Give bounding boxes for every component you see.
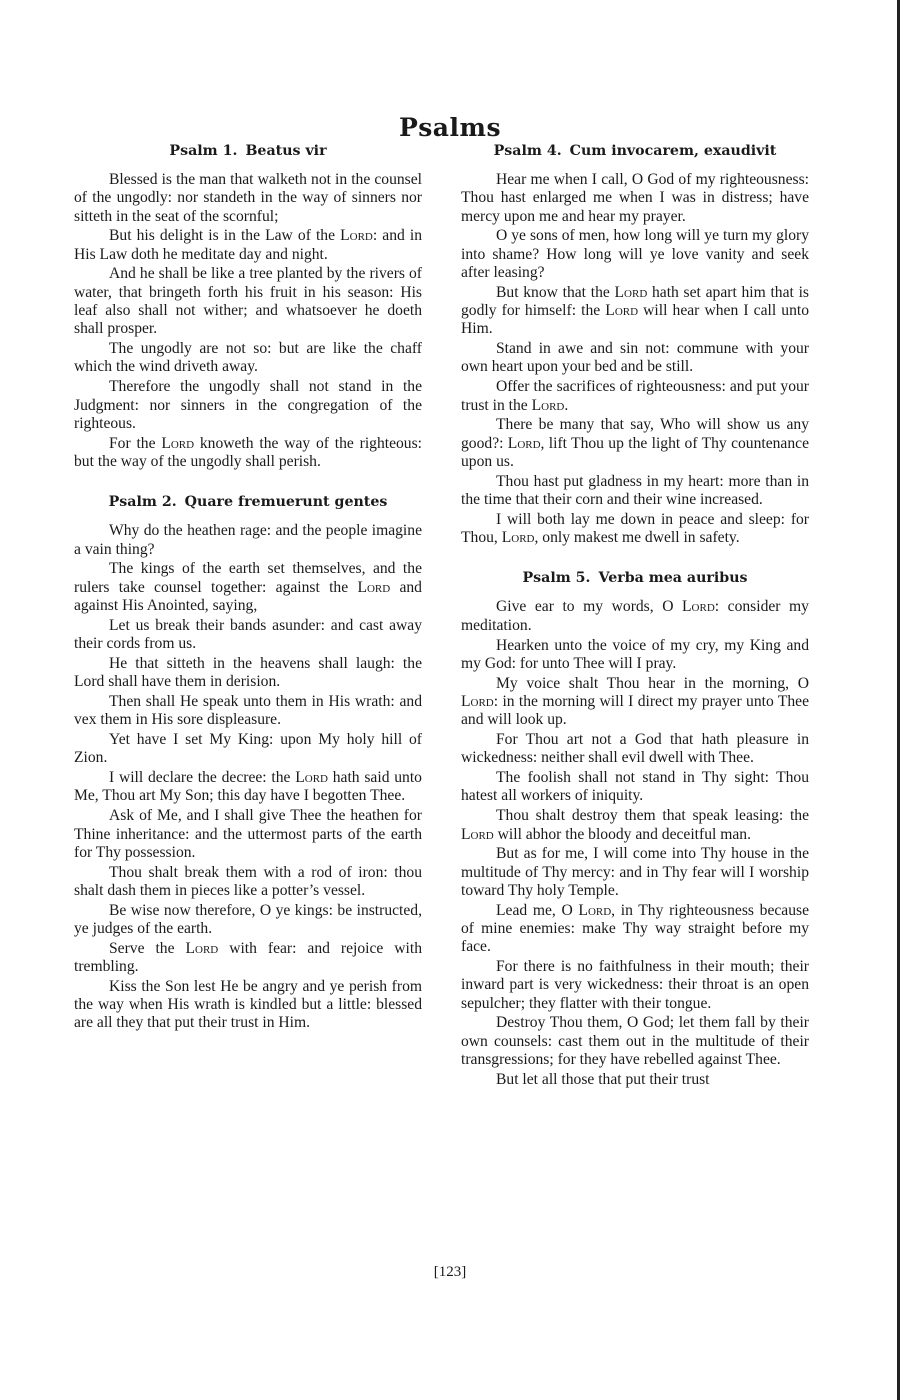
verse [74, 940, 422, 977]
verse-text: For Thou art not a God that hath pleasure in wickedness: neither shall evil dwell with Thee. [461, 731, 809, 767]
verse-text: Ask of Me, and I shall give Thee the heathen for Thine inheritance: and the uttermost parts of the earth for Thy possession. [74, 807, 422, 861]
psalm-heading [461, 142, 809, 160]
divine-name: Lord [357, 578, 391, 596]
verse-text: hath said unto Me, Thou art My Son; this day have I begotten Thee. [74, 769, 422, 805]
verse-text: with fear: and rejoice with trembling. [74, 939, 422, 976]
verse [461, 902, 809, 957]
verse-text: The kings of the earth set themselves, and the rulers take counsel together: against the [74, 560, 422, 596]
psalm-title: Quare fremuerunt gentes [184, 494, 388, 511]
verse-text: will hear when I call unto Him. [461, 302, 809, 338]
verse [74, 171, 422, 226]
verse-text: I will both lay me down in peace and sleep: for Thou, [461, 510, 809, 547]
verse-text: , in Thy righteousness because of mine enemies: make Thy way straight before my face. [461, 901, 809, 956]
verse-text: hath set apart him that is godly for himself: the [461, 283, 809, 320]
verse [461, 845, 809, 900]
psalm-title: Beatus vir [245, 143, 327, 159]
divine-name: Lord [461, 825, 494, 843]
verse [74, 340, 422, 377]
verse [461, 807, 809, 844]
verse-text: But as for me, I will come into Thy house in the multitude of Thy mercy: and in Thy fear will I worship toward Thy holy Temple. [461, 845, 809, 899]
verse [461, 598, 809, 635]
verse [461, 340, 809, 377]
verse-text: Yet have I set My King: upon My holy hill of Zion. [74, 731, 422, 767]
page-title: Psalms [398, 112, 502, 142]
divine-name: Lord [461, 692, 494, 710]
verse-text: Be wise now therefore, O ye kings: be instructed, ye judges of the earth. [74, 901, 422, 937]
divine-name: Lord [340, 227, 373, 245]
verse-text: , lift Thou up the light of Thy countenance upon us. [461, 434, 809, 470]
verse [74, 769, 422, 806]
verse-text: Thou hast put gladness in my heart: more than in the time that their corn and their wine increased. [461, 472, 809, 509]
divine-name: Lord [682, 598, 715, 616]
psalm-title: Cum invocarem, exaudivit [569, 143, 777, 159]
verse-text: Destroy Thou them, O God; let them fall by their own counsels: cast them out in the multitude of their transgressions; for they have rebelled against Thee. [461, 1014, 809, 1069]
left-column [74, 142, 422, 1055]
verse [461, 769, 809, 806]
verse-text: Thou shalt break them with a rod of iron: thou shalt dash them in pieces like a potter’s vessel. [74, 863, 422, 899]
verse-text: And he shall be like a tree planted by the rivers of water, that bringeth forth his fruit in his season: His leaf also shall not wither; and whatsoever he doeth shall prosper. [74, 265, 422, 338]
psalm-section [461, 142, 809, 547]
divine-name: Lord [578, 901, 612, 919]
verse-text: But know that the [496, 283, 615, 301]
verse [461, 284, 809, 339]
verse [74, 731, 422, 768]
verse-text: There be many that say, Who will show us any good?: [461, 416, 809, 452]
divine-name: Lord [531, 396, 565, 414]
verse-text: Kiss the Son lest He be angry and ye perish from the way when His wrath is kindled but a little: blessed are all they that put their trust in Him. [74, 977, 422, 1032]
verse [461, 1071, 809, 1089]
verse [461, 511, 809, 548]
verse [74, 807, 422, 862]
psalm-number: Psalm 5. [522, 570, 591, 587]
verse-text: For the [109, 434, 162, 452]
verse [74, 902, 422, 939]
verse-text: Why do the heathen rage: and the people imagine a vain thing? [74, 522, 422, 558]
verse-text: . [564, 396, 569, 414]
verse-text: For there is no faithfulness in their mouth; their inward part is very wickedness: their throat is an open sepulcher; they flatter with their tongue. [461, 958, 809, 1012]
verse [461, 171, 809, 226]
divine-name: Lord [614, 283, 648, 301]
verse-text: Hearken unto the voice of my cry, my King and my God: for unto Thee will I pray. [461, 636, 809, 672]
verse-text: The foolish shall not stand in Thy sight: Thou hatest all workers of iniquity. [461, 769, 809, 805]
verse-text: : consider my meditation. [461, 598, 809, 634]
psalm-heading [74, 142, 422, 160]
verse-text: Stand in awe and sin not: commune with your own heart upon your bed and be still. [461, 340, 809, 376]
verse [461, 473, 809, 510]
verse-text: Offer the sacrifices of righteousness: and put your trust in the [461, 378, 809, 414]
verse [461, 416, 809, 471]
verse-text: My voice shalt Thou hear in the morning, O [496, 674, 809, 692]
verse [74, 560, 422, 615]
verse [461, 731, 809, 768]
divine-name: Lord [605, 302, 639, 320]
verse-text: Lead me, O [496, 901, 579, 919]
verse-text: Give ear to my words, O [496, 598, 683, 616]
verse-text: Hear me when I call, O God of my righteousness: Thou hast enlarged me when I was in distress; have mercy upon me and hear my prayer. [461, 171, 809, 225]
verse [74, 265, 422, 338]
page-number: [123] [433, 1264, 467, 1280]
verse-text: , only makest me dwell in safety. [534, 529, 740, 547]
verse-text: : in the morning will I direct my prayer unto Thee and will look up. [461, 692, 809, 729]
verse-text: The ungodly are not so: but are like the chaff which the wind driveth away. [74, 340, 422, 376]
verse [461, 1014, 809, 1069]
verse-text: O ye sons of men, how long will ye turn my glory into shame? How long will ye love vanity and seek after leasing? [461, 227, 809, 281]
psalm-section [461, 569, 809, 1089]
divine-name: Lord [161, 434, 195, 452]
verse-text: But his delight is in the Law of the [109, 227, 341, 245]
divine-name: Lord [295, 769, 328, 787]
verse [74, 864, 422, 901]
verse [74, 617, 422, 654]
psalm-section [74, 493, 422, 1033]
verse-text: Serve the [109, 939, 186, 957]
verse [461, 378, 809, 415]
right-column [461, 142, 809, 1111]
verse-text: Let us break their bands asunder: and cast away their cords from us. [74, 616, 422, 653]
verse-text: Thou shalt destroy them that speak leasing: the [496, 807, 809, 825]
verse [461, 227, 809, 282]
verse [461, 958, 809, 1013]
verse-text: He that sitteth in the heavens shall laugh: the Lord shall have them in derision. [74, 654, 422, 691]
verse-text: I will declare the decree: the [109, 769, 296, 787]
verse [74, 693, 422, 730]
verse [74, 522, 422, 559]
verse-text: will abhor the bloody and deceitful man. [493, 825, 751, 843]
verse [74, 378, 422, 433]
verse-text: But let all those that put their trust [496, 1070, 710, 1088]
psalm-title: Verba mea auribus [598, 570, 748, 587]
verse [461, 675, 809, 730]
verse-text: : and in His Law doth he meditate day and night. [74, 227, 422, 263]
psalm-heading [461, 569, 809, 587]
verse-text: and against His Anointed, saying, [74, 578, 422, 614]
verse-text: Then shall He speak unto them in His wrath: and vex them in His sore displeasure. [74, 692, 422, 729]
verse [74, 655, 422, 692]
verse [74, 227, 422, 264]
verse [461, 637, 809, 674]
verse [74, 978, 422, 1033]
verse-text: Blessed is the man that walketh not in the counsel of the ungodly: nor standeth in the way of sinners nor sitteth in the seat of the scornful; [74, 171, 422, 225]
psalm-number: Psalm 1. [169, 143, 238, 159]
divine-name: Lord [507, 434, 541, 452]
psalm-number: Psalm 4. [493, 143, 562, 159]
verse-text: knoweth the way of the righteous: but the way of the ungodly shall perish. [74, 434, 422, 470]
verse-text: Therefore the ungodly shall not stand in the Judgment: nor sinners in the congregation of the righteous. [74, 378, 422, 432]
divine-name: Lord [185, 939, 219, 957]
psalm-heading [74, 493, 422, 511]
psalm-number: Psalm 2. [108, 494, 177, 511]
divine-name: Lord [501, 529, 535, 547]
verse [74, 435, 422, 472]
psalm-section [74, 142, 422, 471]
